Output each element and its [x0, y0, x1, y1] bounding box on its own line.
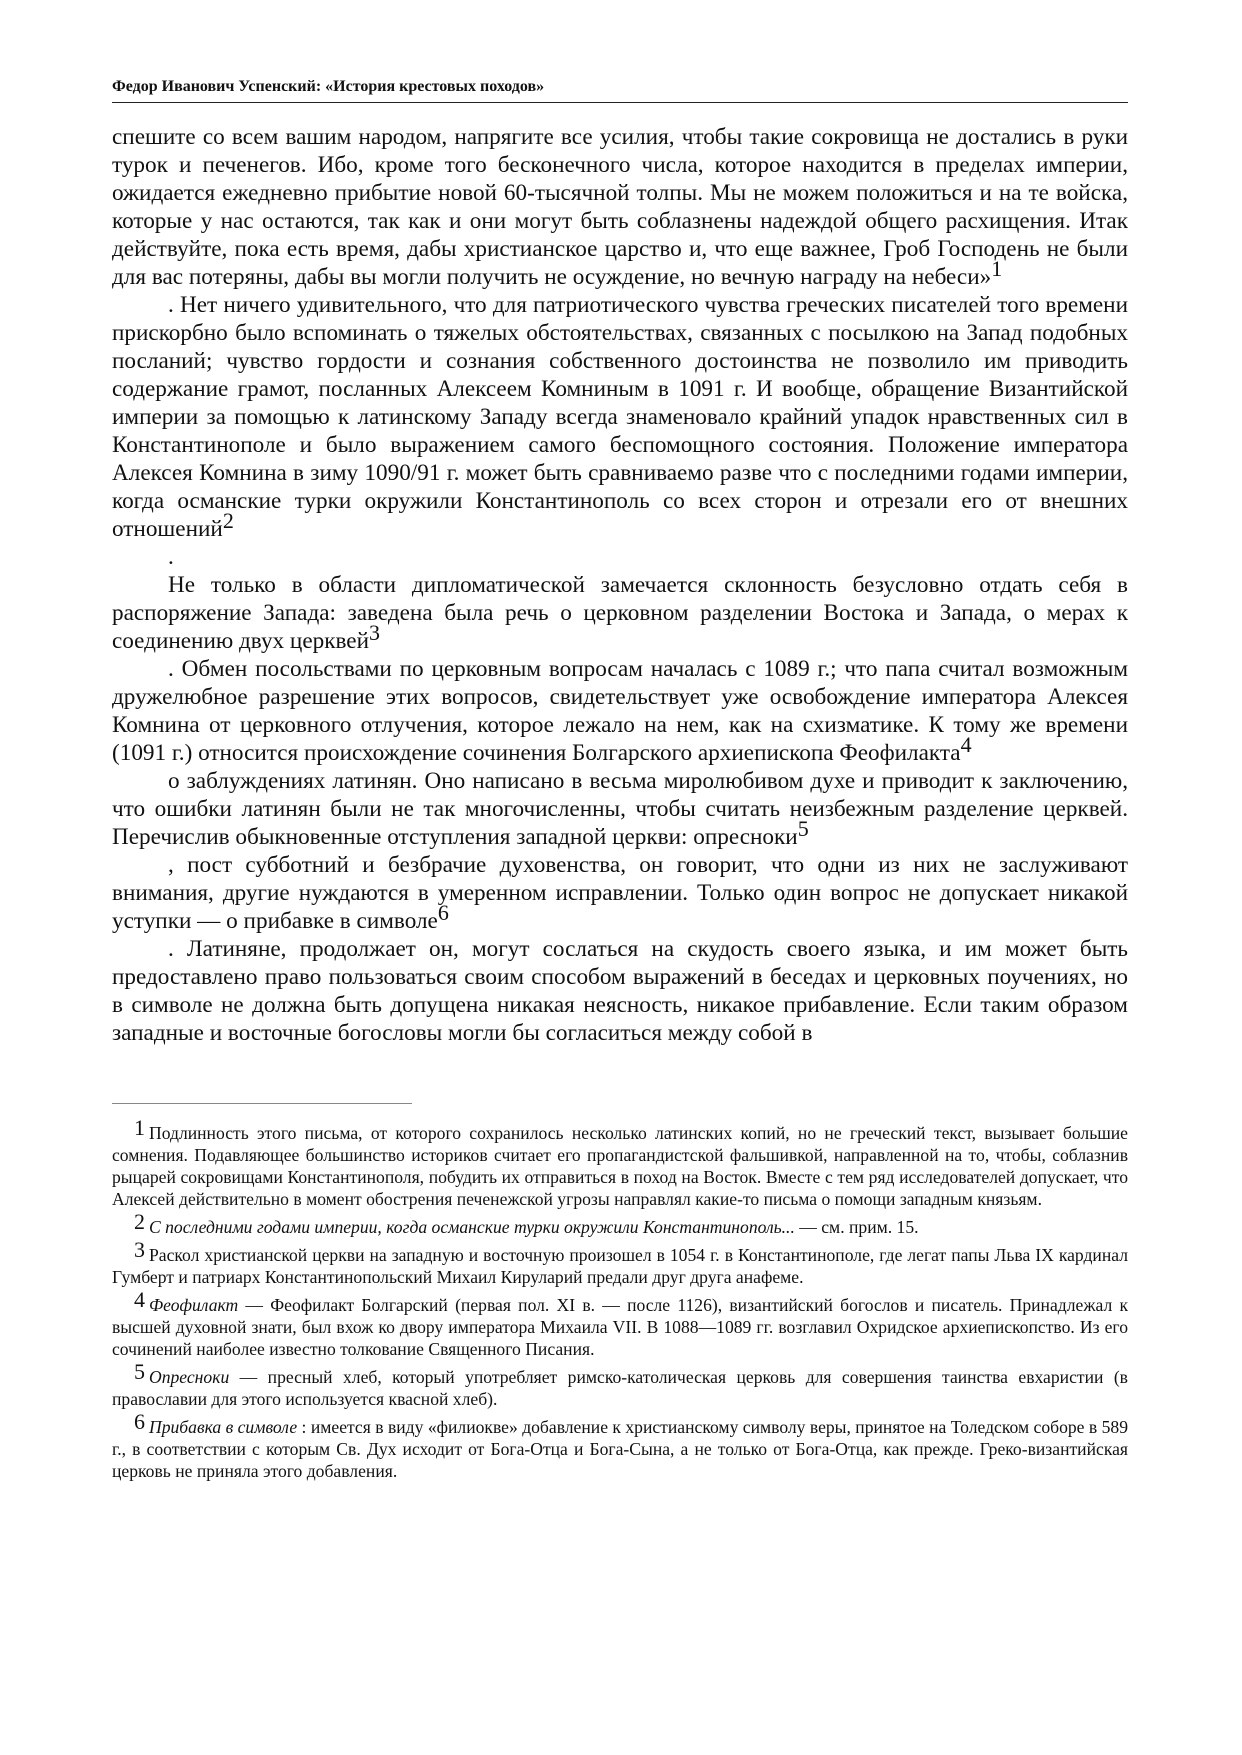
running-header [112, 78, 1128, 103]
paragraph [112, 571, 1128, 655]
footnote-text: — см. прим. 15. [794, 1217, 919, 1237]
footnote-number: 5 [134, 1359, 145, 1384]
paragraph-text: , пост субботний и безбрачие духовенства, он говорит, что одни из них не заслуживают внимания, другие нуждаются в умеренном исправлении. Только один вопрос не допускает никакой уступки — о прибавке в символе [112, 852, 1128, 934]
page [112, 78, 1128, 1488]
footnote [112, 1237, 1128, 1288]
footnotes [112, 1115, 1128, 1482]
paragraph [112, 291, 1128, 543]
paragraph-text: . Нет ничего удивительного, что для патриотического чувства греческих писателей того времени прискорбно было вспоминать о тяжелых обстоятельствах, связанных с посылкою на Запад подобных посланий; чувство гордости и сознания собственного достоинства не позволило им приводить содержание грамот, посланных Алексеем Комниным в 1091 г. И вообще, обращение Византийской империи за помощью к латинскому Западу всегда знаменовало крайний упадок нравственных сил в Константинополе и было выражением самого беспомощного состояния. Положение императора Алексея Комнина в зиму 1090/91 г. может быть сравниваемо разве что с последними годами империи, когда османские турки окружили Константинополь со всех сторон и отрезали его от внешних отношений [112, 292, 1128, 542]
footnote-text: — пресный хлеб, который употребляет римско-католическая церковь для совершения таинства евхаристии (в православии для этого используется квасной хлеб). [112, 1367, 1128, 1409]
paragraph [112, 935, 1128, 1047]
paragraph [112, 851, 1128, 935]
footnote-ref[interactable]: 6 [437, 900, 449, 925]
footnote [112, 1409, 1128, 1482]
footnote-text: Раскол христианской церкви на западную и восточную произошел в 1054 г. в Константинополе, где легат папы Льва IX кардинал Гумберт и патриарх Константинопольский Михаил Кируларий предали друг друга анафеме. [112, 1245, 1128, 1287]
footnote-ref[interactable]: 3 [369, 620, 381, 645]
footnote-term: С последними годами империи, когда османские турки окружили Константинополь... [149, 1217, 795, 1237]
footnote-term: Феофилакт [149, 1295, 239, 1315]
footnote-text: Подлинность этого письма, от которого сохранилось несколько латинских копий, но не греческий текст, вызывает большие сомнения. Подавляющее большинство историков считает его пропагандистской фальшивкой, направленной на то, чтобы, соблазнив рыцарей сокровищами Константинополя, побудить их отправиться в поход на Восток. Вместе с тем ряд исследователей допускает, что Алексей действительно в момент обострения печенежской угрозы направлял какие-то письма о помощи западным князьям. [112, 1123, 1128, 1209]
paragraph-text: о заблуждениях латинян. Оно написано в весьма миролюбивом духе и приводит к заключению, что ошибки латинян были не так многочисленны, чтобы считать неизбежным разделение церквей. Перечислив обыкновенные отступления западной церкви: опресноки [112, 768, 1128, 850]
footnote-number: 3 [134, 1237, 145, 1262]
paragraph-text: Не только в области дипломатической замечается склонность безусловно отдать себя в распоряжение Запада: заведена была речь о церковном разделении Востока и Запада, о мерах к соединению двух церквей [112, 572, 1128, 654]
footnote-separator [112, 1103, 412, 1104]
footnote-term: Опресноки [149, 1367, 230, 1387]
paragraph-text: спешите со всем вашим народом, напрягите все усилия, чтобы такие сокровища не достались в руки турок и печенегов. Ибо, кроме того бесконечного числа, которое находится в пределах империи, ожидается ежедневно прибытие новой 60-тысячной толпы. Мы не можем положиться и на те войска, которые у нас остаются, так как и они могут быть соблазнены надеждой общего расхищения. Итак действуйте, пока есть время, дабы христианское царство и, что еще важнее, Гроб Господень не были для вас потеряны, дабы вы могли получить не осуждение, но вечную награду на небеси» [112, 124, 1128, 290]
footnote-ref[interactable]: 5 [797, 816, 809, 841]
paragraph-text: . Обмен посольствами по церковным вопросам началась с 1089 г.; что папа считал возможным дружелюбное разрешение этих вопросов, свидетельствует уже освобождение императора Алексея Комнина от церковного отлучения, которое лежало на нем, как на схизматике. К тому же времени (1091 г.) относится происхождение сочинения Болгарского архиепископа Феофилакта [112, 656, 1128, 766]
footnote-number: 2 [134, 1209, 145, 1234]
footnote-number: 6 [134, 1409, 145, 1434]
footnote [112, 1287, 1128, 1360]
paragraph-text: . Латиняне, продолжает он, могут сослаться на скудость своего языка, и им может быть предоставлено право пользоваться своим способом выражений в беседах и церковных поучениях, но в символе не должна быть допущена никакая неясность, никакое прибавление. Если таким образом западные и восточные богословы могли бы согласиться между собой в [112, 936, 1128, 1046]
paragraph [112, 767, 1128, 851]
footnote-ref[interactable]: 4 [960, 732, 972, 757]
footnote-text: : имеется в виду «филиокве» добавление к христианскому символу веры, принятое на Толедском соборе в 589 г., в соответствии с которым Св. Дух исходит от Бога-Отца и Бога-Сына, а не только от Бога-Отца, как прежде. Греко-византийская церковь не приняла этого добавления. [112, 1417, 1128, 1481]
paragraph-text: . [168, 544, 174, 570]
footnote [112, 1115, 1128, 1210]
footnote-ref[interactable]: 1 [991, 256, 1003, 281]
paragraph [112, 123, 1128, 291]
footnote-number: 4 [134, 1287, 145, 1312]
footnote [112, 1209, 1128, 1238]
footnote-number: 1 [134, 1115, 145, 1140]
main-text [112, 123, 1128, 1047]
footnote-ref[interactable]: 2 [222, 508, 234, 533]
footnote [112, 1359, 1128, 1410]
footnote-text: — Феофилакт Болгарский (первая пол. XI в. — после 1126), византийский богослов и писатель. Принадлежал к высшей духовной знати, был вхож ко двору императора Михаила VII. В 1088—1089 гг. возглавил Охридское архиепископство. Из его сочинений наиболее известно толкование Священного Писания. [112, 1295, 1128, 1359]
running-header-title: Федор Иванович Успенский: «История крестовых походов» [112, 78, 545, 95]
paragraph [112, 655, 1128, 767]
paragraph [112, 543, 1128, 571]
footnote-term: Прибавка в символе [149, 1417, 298, 1437]
